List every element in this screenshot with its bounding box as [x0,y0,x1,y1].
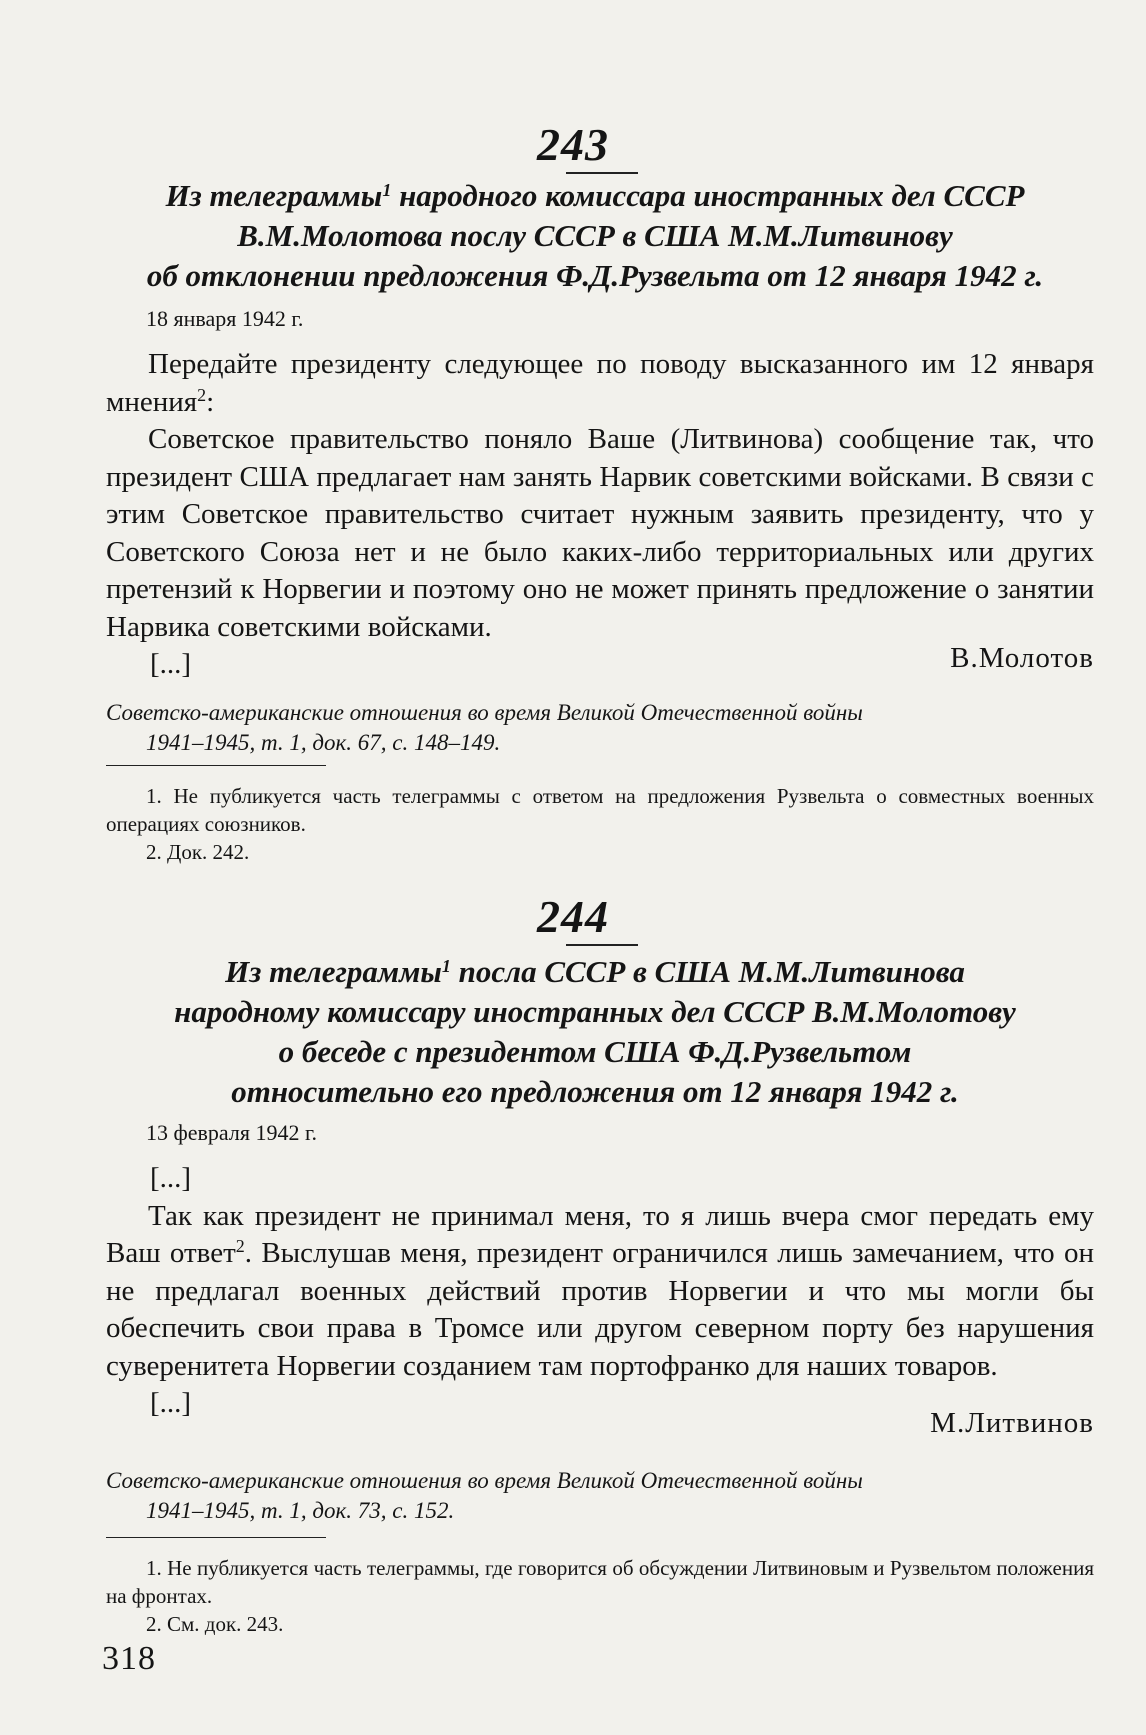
document-body [106,346,1094,684]
document-date: 18 января 1942 г. [146,306,304,331]
source-citation: Советско-американские отношения во время Великой Отечественной войны 1941–1945, т. 1, док. 67, с. 148–149. [106,700,863,755]
heading-line: о беседе с президентом США Ф.Д.Рузвельтом [278,1034,912,1069]
footnote: 1. Не публикуется часть телеграммы, где говорится об обсуждении Литвиновым и Рузвельтом положения на фронтах. [106,1556,1094,1608]
document-number: 244 [537,891,609,942]
body-paragraph: Передайте президенту следующее по поводу высказанного им 12 января мнения$^2$: [106,348,1094,418]
document-body [106,1160,1094,1423]
footnote: 2. Док. 242. [146,840,250,864]
omission-mark: [...] [150,1162,192,1194]
footnote: 1. Не публикуется часть телеграммы с ответом на предложения Рузвельта о совместных военных операциях союзников. [106,784,1094,836]
signature: В.Молотов [950,642,1094,674]
source-citation: Советско-американские отношения во время Великой Отечественной войны 1941–1945, т. 1, док. 73, с. 152. [106,1468,863,1523]
footnote: 2. См. док. 243. [146,1612,284,1636]
document-number: 243 [537,119,609,170]
body-paragraph: Советское правительство поняло Ваше (Литвинова) сообщение так, что президент США предлагает нам занять Нарвик советскими войсками. В связи с этим Советское правительство считает нужным заявить президенту, что у Советского Союза нет и не было каких-либо территориальных или других претензий к Норвегии и поэтому оно не может принять предложение о занятии Нарвика советскими войсками. [106,423,1094,643]
heading-line: Из телеграммы$^1$ посла СССР в США М.М.Литвинова [225,954,965,989]
omission-mark: [...] [150,1387,192,1419]
number-underline [566,944,638,946]
heading-line: об отклонении предложения Ф.Д.Рузвельта от 12 января 1942 г. [146,258,1044,293]
heading-line: относительно его предложения от 12 января 1942 г. [231,1074,959,1109]
heading-line: В.М.Молотова послу СССР в США М.М.Литвинову [237,218,953,253]
document-date: 13 февраля 1942 г. [146,1120,318,1145]
footnotes [106,782,1094,866]
heading-line: народному комиссару иностранных дел СССР В.М.Молотову [174,994,1016,1029]
footnote-rule [106,1537,326,1538]
heading-line: Из телеграммы$^1$ народного комиссара иностранных дел СССР [165,178,1025,213]
document-heading [100,952,1090,1112]
number-underline [566,172,638,174]
page-number: 318 [102,1640,156,1677]
footnotes [106,1554,1094,1638]
footnote-rule [106,765,326,766]
omission-mark: [...] [150,648,192,680]
body-paragraph: Так как президент не принимал меня, то я лишь вчера смог передать ему Ваш ответ$^2$. Выслушав меня, президент ограничился лишь замечанием, что он не предлагал военных действий против Норвегии и что мы могли бы обеспечить свои права в Тромсе или другом северном порту без нарушения суверенитета Норвегии созданием там портофранко для наших товаров. [106,1199,1094,1382]
document-heading [100,176,1090,296]
signature: М.Литвинов [930,1407,1094,1439]
